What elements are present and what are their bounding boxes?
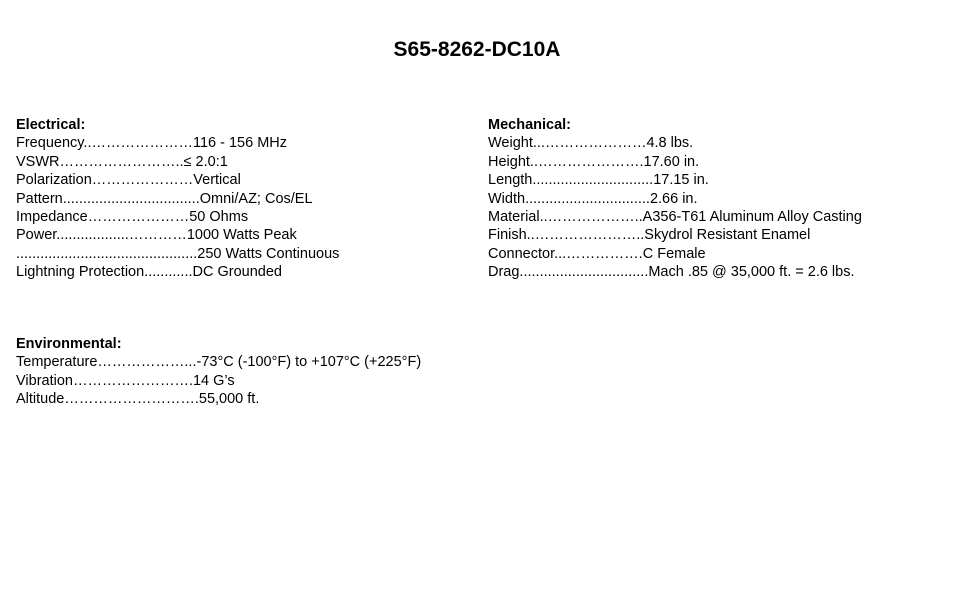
spec-row-material: Material..………………..A356-T61 Aluminum Alloy Casting <box>488 209 862 226</box>
spec-row-weight: Weight...…………………4.8 lbs. <box>488 135 694 152</box>
spec-row-pattern: Pattern..................................Omni/AZ; Cos/EL <box>16 190 313 207</box>
spec-row-vibration: Vibration…………………….14 G’s <box>16 372 235 389</box>
spec-row-connector: Connector...…………….C Female <box>488 245 706 262</box>
spec-row-drag: Drag................................Mach .85 @ 35,000 ft. = 2.6 lbs. <box>488 264 855 281</box>
electrical-section <box>16 116 339 282</box>
spec-row-power-continuous: .............................................250 Watts Continuous <box>16 245 340 262</box>
spec-row-altitude: Altitude……………………….55,000 ft. <box>16 391 260 408</box>
spec-row-height: Height..………………….17.60 in. <box>488 153 700 170</box>
spec-row-polarization: Polarization…………………Vertical <box>16 172 241 189</box>
spec-row-finish: Finish..…………………..Skydrol Resistant Enamel <box>488 227 811 244</box>
spec-row-impedance: Impedance…………………50 Ohms <box>16 209 249 226</box>
electrical-heading: Electrical: <box>16 117 86 133</box>
spec-row-width: Width...............................2.66 in. <box>488 190 698 207</box>
environmental-heading: Environmental: <box>16 336 122 352</box>
spec-row-power-peak: Power..................…………1000 Watts Peak <box>16 227 297 244</box>
spec-row-vswr: VSWR……………………..≤ 2.0:1 <box>16 153 228 170</box>
mechanical-heading: Mechanical: <box>488 117 571 133</box>
spec-row-temperature: Temperature………………...-73°C (-100°F) to +107°C (+225°F) <box>16 354 422 371</box>
spec-row-lightning-protection: Lightning Protection............DC Grounded <box>16 264 282 281</box>
spec-row-frequency: Frequency..…………………116 - 156 MHz <box>16 135 288 152</box>
page-title: S65-8262-DC10A <box>393 38 561 61</box>
environmental-section <box>16 335 421 409</box>
spec-row-length: Length..............................17.15 in. <box>488 172 709 189</box>
mechanical-section <box>488 116 862 282</box>
